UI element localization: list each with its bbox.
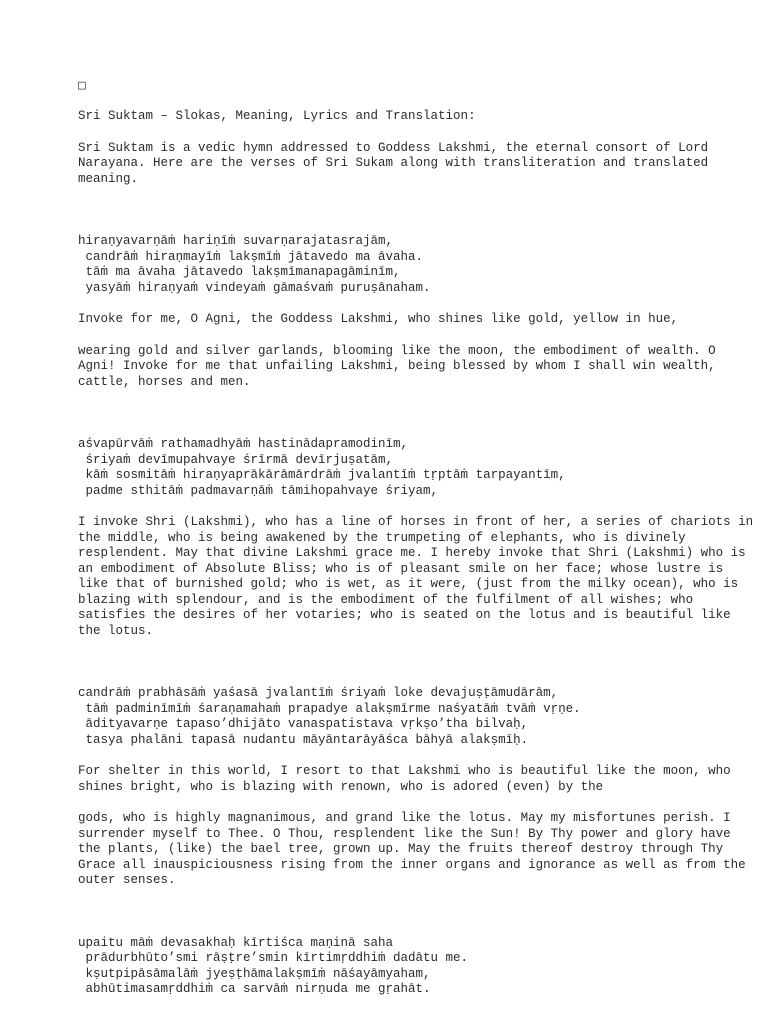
verse-line: prādurbhūto’smi rāṣṭre’smin kīrtimṛddhiṁ dadātu me. <box>78 951 469 965</box>
verse-4-sanskrit <box>78 936 758 998</box>
verse-1-translation-part-1: Invoke for me, O Agni, the Goddess Lakshmi, who shines like gold, yellow in hue, <box>78 312 679 326</box>
verse-line: candrāṁ prabhāsāṁ yaśasā jvalantīṁ śriyaṁ loke devajuṣṭāmudārām, <box>78 686 559 700</box>
verse-line: hiraṇyavarṇāṁ hariṇīṁ suvarṇarajatasrajām, <box>78 234 394 248</box>
verse-2-sanskrit <box>78 437 758 499</box>
verse-line: aśvapūrvāṁ rathamadhyāṁ hastinādapramodinīm, <box>78 437 409 451</box>
verse-line: tasya phalāni tapasā nudantu māyāntarāyāśca bāhyā alakṣmīḥ. <box>78 732 529 747</box>
verse-2-translation: I invoke Shri (Lakshmi), who has a line of horses in front of her, a series of chariots in the middle, who is being awakened by the trumpeting of elephants, who is divinely resplendent. May that divine Lakshmi grace me. I hereby invoke that Shri (Lakshmi) who is an embodiment of Absolute Bliss; who is of pleasant smile on her face; whose lustre is like that of burnished gold; who is wet, as it were, (just from the milky ocean), who is blazing with splendour, and is the embodiment of the fulfilment of all wishes; who satisfies the desires of her votaries; who is seated on the lotus and is beautiful like the lotus. <box>78 515 754 638</box>
verse-line: tāṁ ma āvaha jātavedo lakṣmīmanapagāminīm, <box>78 265 401 279</box>
verse-line: padme sthitāṁ padmavarṇāṁ tāmihopahvaye śriyam, <box>78 483 439 498</box>
missing-glyph-icon: □ <box>78 78 86 93</box>
verse-3-sanskrit <box>78 686 758 748</box>
verse-line: yasyāṁ hiraṇyaṁ vindeyaṁ gāmaśvaṁ puruṣānaham. <box>78 280 431 295</box>
verse-1-translation-part-2: wearing gold and silver garlands, blooming like the moon, the embodiment of wealth. O Agni! Invoke for me that unfailing Lakshmi, being blessed by whom I shall win wealth, cattle, horses and men. <box>78 343 716 389</box>
verse-line: upaitu māṁ devasakhaḥ kīrtiśca maṇinā saha <box>78 935 394 950</box>
document-page <box>78 78 758 1014</box>
verse-line: ādityavarṇe tapaso’dhijāto vanaspatistava vṛkṣo’tha bilvaḥ, <box>78 717 529 731</box>
verse-3-translation-part-2: gods, who is highly magnanimous, and grand like the lotus. May my misfortunes perish. I surrender myself to Thee. O Thou, resplendent like the Sun! By Thy power and glory have the plants, (like) the bael tree, grown up. May the fruits thereof destroy through Thy Grace all inauspiciousness rising from the inner organs and ignorance as well as from the outer senses. <box>78 811 746 887</box>
verse-line: kṣutpipāsāmalāṁ jyeṣṭhāmalakṣmīṁ nāśayāmyaham, <box>78 966 431 981</box>
verse-line: abhūtimasamṛddhiṁ ca sarvāṁ nirṇuda me gṛahāt. <box>78 982 431 996</box>
verse-line: tāṁ padminīmīṁ śaraṇamahaṁ prapadye alakṣmīrme naśyatāṁ tvāṁ vṛṇe. <box>78 701 581 716</box>
verse-1-sanskrit <box>78 234 758 296</box>
document-title: Sri Suktam – Slokas, Meaning, Lyrics and Translation: <box>78 109 476 123</box>
verse-line: candrāṁ hiraṇmayīṁ lakṣmīṁ jātavedo ma āvaha. <box>78 249 424 264</box>
verse-line: kāṁ sosmitāṁ hiraṇyaprākārāmārdrāṁ jvalantīṁ tṛptāṁ tarpayantīm, <box>78 468 566 482</box>
verse-line: śriyaṁ devīmupahvaye śrīrmā devīrjuṣatām, <box>78 452 394 467</box>
verse-3-translation-part-1: For shelter in this world, I resort to that Lakshmi who is beautiful like the moon, who shines bright, who is blazing with renown, who is adored (even) by the <box>78 764 731 794</box>
intro-paragraph: Sri Suktam is a vedic hymn addressed to Goddess Lakshmi, the eternal consort of Lord Narayana. Here are the verses of Sri Sukam along with transliteration and translated meaning. <box>78 140 709 186</box>
